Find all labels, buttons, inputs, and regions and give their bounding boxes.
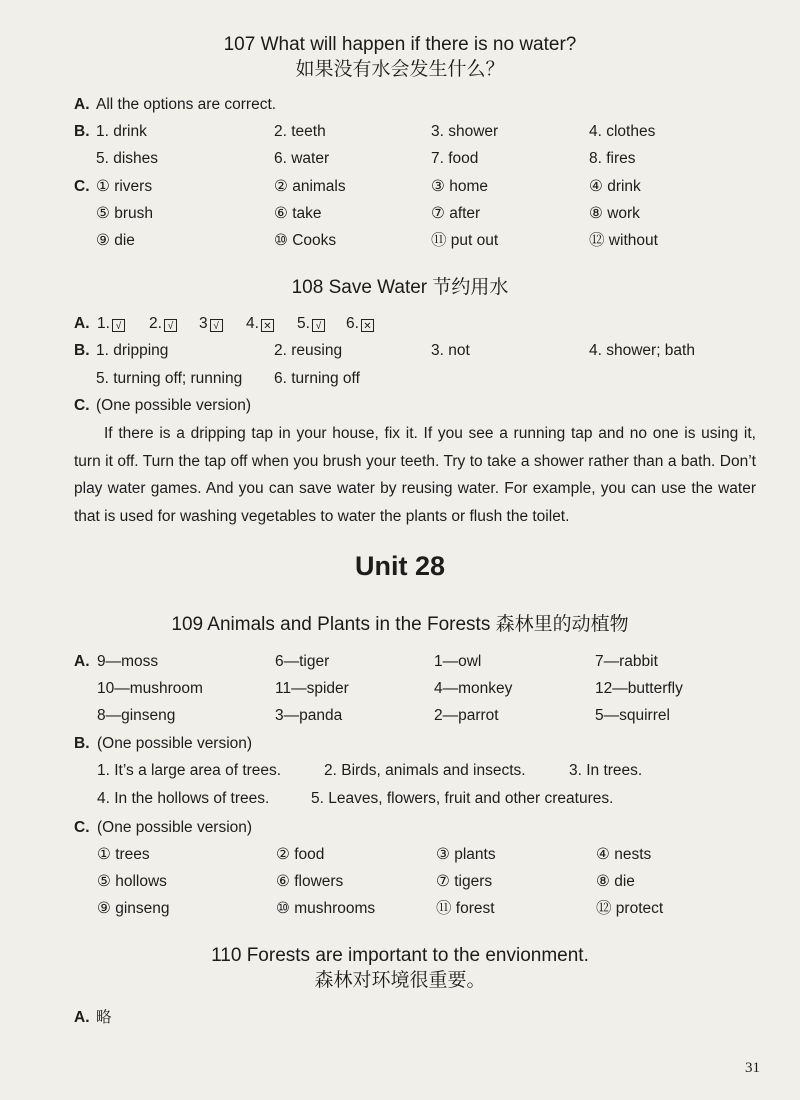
item-number: 1. <box>97 315 110 332</box>
s107-a-row <box>0 93 800 117</box>
answer-cell: 3. shower <box>431 123 499 140</box>
answer-cell: ⑨ die <box>96 232 135 249</box>
answer-cell: ⑥ flowers <box>276 873 344 890</box>
cross-mark-icon: ✕ <box>361 319 374 332</box>
answer-cell: 2—parrot <box>434 707 499 724</box>
answer-cell: ⑫ protect <box>596 900 664 917</box>
answer-cell: 12—butterfly <box>595 680 683 697</box>
version-note: (One possible version) <box>97 735 253 752</box>
section-107-title-cn: 如果没有水会发生什么？ <box>295 59 505 80</box>
item-number: 4. <box>246 315 259 332</box>
item-number: 3 <box>199 315 208 332</box>
answer-cell: 9—moss <box>97 653 159 670</box>
check-item <box>199 312 223 336</box>
s108-c-row <box>0 394 800 418</box>
s109-c-row-1 <box>0 843 800 867</box>
answer-cell: 2. Birds, animals and insects. <box>324 762 526 779</box>
answer-cell: 6—tiger <box>275 653 330 670</box>
s108-b-label: B. <box>74 342 90 359</box>
answer-cell: 8. fires <box>589 150 636 167</box>
answer-cell: 5. turning off; running <box>96 370 243 387</box>
answer-cell: ⑧ work <box>589 205 640 222</box>
s108-b-row-1 <box>0 339 800 363</box>
answer-cell: ① trees <box>97 846 150 863</box>
answer-cell: 5. dishes <box>96 150 159 167</box>
item-number: 6. <box>346 315 359 332</box>
answer-cell: 6. water <box>274 150 330 167</box>
answer-cell: ② food <box>276 846 325 863</box>
answer-cell: ⑦ after <box>431 205 481 222</box>
s108-c-label: C. <box>74 397 90 414</box>
answer-cell: ⑨ ginseng <box>97 900 170 917</box>
s109-a-label: A. <box>74 653 90 670</box>
check-item <box>97 312 125 336</box>
answer-cell: ③ home <box>431 178 488 195</box>
answer-cell: 4. In the hollows of trees. <box>97 790 270 807</box>
answer-cell: 11—spider <box>275 680 349 697</box>
version-note: (One possible version) <box>97 819 253 836</box>
paragraph-text: If there is a dripping tap in your house, fix it. If you see a running tap and no one is using it, turn it off. Turn the tap off when you brush your teeth. Try to take a shower rather than a bath. Don’t play water games. And you can save water by reusing water. For example, you can use the water that is used for washing vegetables to water the plants or flush the toilet. <box>74 425 756 525</box>
answer-cell: 1. drink <box>96 123 147 140</box>
section-108-title: 108 Save Water 节约用水 <box>291 277 509 298</box>
s108-c-paragraph <box>74 420 756 530</box>
s110-a-label: A. <box>74 1009 90 1026</box>
s107-b-row-2 <box>0 147 800 171</box>
s109-b-row <box>0 732 800 756</box>
answer-cell: 7. food <box>431 150 479 167</box>
s110-a-text: 略 <box>96 1009 112 1026</box>
answer-cell: ⑪ put out <box>431 232 499 249</box>
s109-b-line-1 <box>0 759 800 783</box>
answer-cell: ⑪ forest <box>436 900 495 917</box>
answer-cell: 5. Leaves, flowers, fruit and other creatures. <box>311 790 614 807</box>
s108-b-row-2 <box>0 367 800 391</box>
answer-cell: ⑤ hollows <box>97 873 167 890</box>
section-110-title: 110 Forests are important to the envionment. <box>211 945 589 966</box>
answer-cell: 3. not <box>431 342 470 359</box>
answer-cell: 3. In trees. <box>569 762 643 779</box>
answer-cell: 2. teeth <box>274 123 326 140</box>
version-note: (One possible version) <box>96 397 252 414</box>
s109-c-row-2 <box>0 870 800 894</box>
s109-a-row-2 <box>0 677 800 701</box>
section-109-title: 109 Animals and Plants in the Forests 森林里的动植物 <box>171 614 629 635</box>
answer-cell: 1—owl <box>434 653 482 670</box>
check-item <box>346 312 374 336</box>
s110-a-row <box>0 1006 800 1030</box>
answer-cell: 10—mushroom <box>97 680 203 697</box>
answer-cell: ⑧ die <box>596 873 635 890</box>
answer-cell: 4—monkey <box>434 680 513 697</box>
answer-cell: 6. turning off <box>274 370 360 387</box>
check-item <box>246 312 274 336</box>
answer-cell: 5—squirrel <box>595 707 670 724</box>
check-mark-icon: √ <box>312 319 325 332</box>
check-mark-icon: √ <box>164 319 177 332</box>
s107-c-row-1 <box>0 175 800 199</box>
answer-cell: 1. It’s a large area of trees. <box>97 762 282 779</box>
answer-cell: ④ drink <box>589 178 641 195</box>
answer-cell: 1. dripping <box>96 342 169 359</box>
answer-cell: 3—panda <box>275 707 343 724</box>
section-107-title: 107 What will happen if there is no water? <box>223 34 577 55</box>
s107-b-row-1 <box>0 120 800 144</box>
answer-cell: 4. clothes <box>589 123 656 140</box>
s108-a-label: A. <box>74 315 90 332</box>
check-item <box>149 312 177 336</box>
s107-b-label: B. <box>74 123 90 140</box>
s107-c-label: C. <box>74 178 90 195</box>
answer-cell: ① rivers <box>96 178 153 195</box>
answer-cell: 2. reusing <box>274 342 343 359</box>
answer-cell: ② animals <box>274 178 346 195</box>
s107-c-row-2 <box>0 202 800 226</box>
s109-c-row <box>0 816 800 840</box>
answer-cell: 8—ginseng <box>97 707 176 724</box>
answer-cell: ⑫ without <box>589 232 658 249</box>
cross-mark-icon: ✕ <box>261 319 274 332</box>
answer-cell: ③ plants <box>436 846 496 863</box>
answer-cell: ⑦ tigers <box>436 873 493 890</box>
s107-c-row-3 <box>0 229 800 253</box>
check-item <box>297 312 325 336</box>
s109-b-label: B. <box>74 735 90 752</box>
s107-a-text: All the options are correct. <box>96 96 277 113</box>
check-mark-icon: √ <box>112 319 125 332</box>
s109-b-line-2 <box>0 787 800 811</box>
item-number: 2. <box>149 315 162 332</box>
s108-a-row <box>0 312 800 336</box>
s107-a-label: A. <box>74 96 90 113</box>
section-110-title-cn: 森林对环境很重要。 <box>314 970 486 991</box>
answer-cell: ⑩ Cooks <box>274 232 337 249</box>
answer-cell: ⑥ take <box>274 205 322 222</box>
answer-cell: 4. shower; bath <box>589 342 695 359</box>
s109-c-label: C. <box>74 819 90 836</box>
answer-cell: ⑩ mushrooms <box>276 900 376 917</box>
unit-heading: Unit 28 <box>354 551 446 581</box>
answer-cell: 7—rabbit <box>595 653 658 670</box>
check-mark-icon: √ <box>210 319 223 332</box>
s109-a-row-3 <box>0 704 800 728</box>
page-number: 31 <box>745 1060 760 1076</box>
answer-cell: ④ nests <box>596 846 652 863</box>
s109-a-row-1 <box>0 650 800 674</box>
answer-cell: ⑤ brush <box>96 205 153 222</box>
s109-c-row-3 <box>0 897 800 921</box>
item-number: 5. <box>297 315 310 332</box>
